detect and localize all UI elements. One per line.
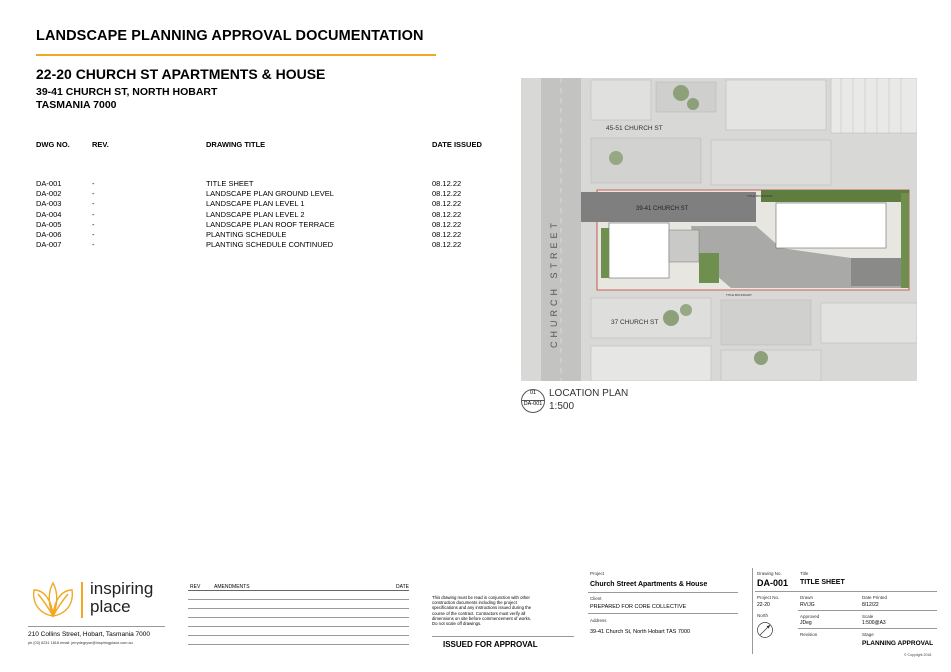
callout-drawing: DA-001 (523, 401, 543, 407)
planting-strip-north (761, 190, 909, 202)
drawing-title: PLANTING SCHEDULE (206, 229, 287, 239)
revision-label: Revision (800, 632, 818, 637)
approved-label: Approved (800, 614, 820, 619)
col-header-date: DATE ISSUED (432, 140, 482, 149)
dwg-no: DA-001 (36, 179, 62, 188)
drawing-no-label: Drawing No. (757, 571, 782, 576)
inspiring-place-logo-icon (28, 580, 78, 620)
amend-header: AMENDMENTS (214, 584, 250, 590)
north-label: North (757, 613, 769, 618)
lot-label-north: 45-51 CHURCH ST (606, 125, 663, 132)
title-label: Title (800, 571, 809, 576)
rev: - (92, 240, 95, 250)
scale-label: Scale (862, 614, 874, 619)
lot-label-site: 39-41 CHURCH ST (636, 206, 689, 212)
disclaimer-line: construction documents including the project (432, 600, 517, 606)
date-issued: 08.12.22 (432, 209, 462, 219)
date-issued: 08.12.22 (432, 229, 462, 239)
dwg-no: DA-004 (36, 209, 62, 219)
drawing-title: LANDSCAPE PLAN LEVEL 2 (206, 209, 305, 219)
table-row (36, 189, 496, 199)
disclaimer (432, 595, 577, 626)
street-label: CHURCH STREET (549, 218, 559, 348)
col-header-dwg: DWG NO. (36, 140, 70, 149)
client-value: PREPARED FOR CORE COLLECTIVE (590, 604, 687, 610)
dwg-no: DA-005 (36, 219, 62, 229)
rev: - (92, 179, 95, 188)
logo-word-1: inspiring (90, 579, 154, 598)
amendments-table (188, 590, 409, 653)
location-plan-scale: 1:500 (549, 401, 575, 412)
dwg-no: DA-007 (36, 240, 62, 250)
stage-label: Stage (862, 632, 874, 637)
date-issued: 08.12.22 (432, 189, 462, 199)
logo-divider (81, 582, 83, 618)
table-row (36, 230, 496, 240)
boundary-label-north: TITLE BOUNDARY (747, 194, 773, 198)
project-no-label: Project No. (757, 595, 780, 600)
disclaimer-line: This drawing must be read in conjunction with other (432, 595, 530, 600)
drawing-title: LANDSCAPE PLAN LEVEL 1 (206, 199, 305, 209)
scale-value: 1:500@A3 (862, 620, 886, 626)
date-issued: 08.12.22 (432, 199, 462, 209)
apartment-footprint (776, 203, 886, 248)
drawing-title: PLANTING SCHEDULE CONTINUED (206, 240, 334, 250)
table-row (36, 240, 496, 250)
col-header-rev: REV. (92, 140, 109, 149)
date-printed-label: Date Printed (862, 595, 888, 600)
drawing-title: LANDSCAPE PLAN GROUND LEVEL (206, 189, 334, 199)
col-header-title: DRAWING TITLE (206, 140, 266, 149)
table-row (36, 210, 496, 220)
date-issued: 08.12.22 (432, 179, 462, 188)
approved-value: JDeg (800, 620, 812, 626)
drawing-title: TITLE SHEET (206, 179, 254, 188)
drawing-no-value: DA-001 (757, 578, 789, 588)
table-row (36, 179, 496, 189)
copyright: © Copyright 2018 (904, 653, 932, 657)
north-arrow-icon (756, 621, 774, 639)
office-address: 210 Collins Street, Hobart, Tasmania 7000 (28, 631, 151, 638)
date-printed-value: 8/12/22 (862, 602, 879, 608)
drawing-title: LANDSCAPE PLAN ROOF TERRACE (206, 219, 335, 229)
date-issued: 08.12.22 (432, 240, 462, 250)
project-address (36, 86, 217, 112)
table-row (36, 199, 496, 209)
client-label: Client (590, 596, 602, 601)
title-value: TITLE SHEET (800, 579, 845, 586)
rev: - (92, 209, 95, 219)
drawing-register (36, 179, 496, 250)
lot-label-south: 37 CHURCH ST (611, 319, 659, 326)
issue-status: ISSUED FOR APPROVAL (443, 640, 538, 649)
address-value: 39-41 Church St, North Hobart TAS 7000 (590, 629, 691, 635)
dwg-no: DA-006 (36, 229, 62, 239)
disclaimer-line: dimensions on site before commencement of works. (432, 615, 532, 621)
address-line-2: TASMANIA 7000 (36, 99, 117, 111)
project-label: Project (590, 571, 605, 576)
document-title: LANDSCAPE PLANNING APPROVAL DOCUMENTATION (36, 28, 424, 44)
date-issued: 08.12.22 (432, 219, 462, 229)
table-row (36, 220, 496, 230)
rev: - (92, 229, 95, 239)
dwg-no: DA-002 (36, 189, 62, 199)
house-footprint (609, 223, 669, 278)
callout-number: 01 (529, 390, 537, 396)
logo-word-2: place (90, 597, 131, 616)
contact-details: ph (03) 6231 1818 email: jerrydegryse@inspiringplace.com.au (28, 641, 133, 645)
title-underline (36, 54, 436, 56)
rev: - (92, 219, 95, 229)
address-label: Address (590, 618, 607, 623)
disclaimer-line: Do not scale off drawings. (432, 621, 482, 627)
address-line-1: 39-41 CHURCH ST, NORTH HOBART (36, 86, 218, 98)
disclaimer-line: specifications and any instructions issued during the (432, 605, 532, 611)
title-block-divider (752, 568, 753, 654)
location-plan-title: LOCATION PLAN (549, 388, 629, 399)
rev: - (92, 199, 95, 209)
location-plan-map (521, 78, 917, 381)
stage-value: PLANNING APPROVAL (862, 640, 934, 647)
project-value: Church Street Apartments & House (590, 581, 708, 588)
amend-rev-header: REV (190, 584, 201, 590)
rev: - (92, 189, 95, 199)
dwg-no: DA-003 (36, 199, 62, 209)
amend-date-header: DATE (396, 584, 409, 590)
project-name: 22-20 CHURCH ST APARTMENTS & HOUSE (36, 66, 326, 82)
project-no-value: 22-20 (757, 602, 770, 608)
drawn-value: RV/JG (800, 602, 815, 608)
logo-wordmark (90, 580, 153, 616)
drawn-label: Drawn (800, 595, 814, 600)
disclaimer-line: course of the contract. Contractors must verify all (432, 610, 526, 616)
boundary-label-south: TITLE BOUNDARY (726, 293, 752, 297)
